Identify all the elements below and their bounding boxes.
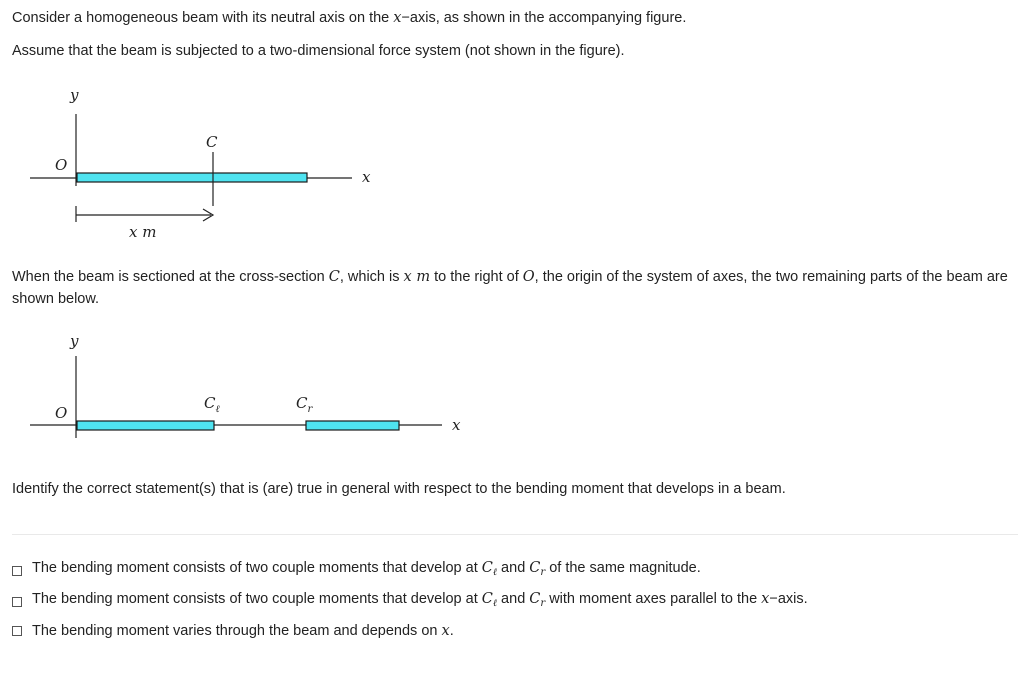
section-text: When the beam is sectioned at the cross-section: [12, 269, 329, 285]
section-paragraph: [12, 266, 1018, 310]
figure-sectioned-beam: [0, 326, 480, 446]
option-text: The bending moment varies through the beam and depends on: [32, 623, 442, 639]
math-cr: C: [529, 560, 541, 576]
math-x: x: [441, 623, 450, 639]
option-text: .: [449, 623, 454, 639]
label-x: x: [362, 168, 371, 186]
section-text: , which is: [339, 269, 404, 285]
option-text: The bending moment consists of two couple moments that develop at: [32, 591, 482, 607]
math-x: x: [761, 591, 770, 607]
checkbox[interactable]: [12, 597, 22, 607]
section-text: to the right of: [430, 269, 523, 285]
option-text: and: [497, 591, 530, 607]
section-text: , the origin of the system of axes, the two remaining parts of the beam are shown below.: [12, 269, 1008, 307]
math-sub: ℓ: [492, 598, 498, 609]
label-c: C: [206, 133, 218, 151]
option-label: [32, 621, 454, 641]
checkbox[interactable]: [12, 566, 22, 576]
figure-full-beam: [0, 80, 420, 250]
math-cl: C: [481, 560, 493, 576]
math-cl: C: [481, 591, 493, 607]
math-c: C: [328, 269, 340, 285]
label-c-left: $C_\ell$: [204, 394, 220, 415]
math-o: O: [522, 269, 535, 285]
intro-paragraph-2: Assume that the beam is subjected to a two-dimensional force system (not shown in the figure).: [12, 43, 625, 59]
beam-right-part: [306, 421, 399, 430]
label-c-right: $C_r$: [296, 394, 313, 415]
option-text: of the same magnitude.: [545, 560, 701, 576]
math-sub: r: [540, 567, 546, 578]
option-text: with moment axes parallel to the: [545, 591, 762, 607]
intro-text-end: −axis, as shown in the accompanying figure.: [401, 10, 687, 26]
math-sub: r: [540, 598, 546, 609]
option-label: [32, 558, 701, 583]
option-label: [32, 589, 808, 614]
option-text: and: [497, 560, 530, 576]
math-cr: C: [529, 591, 541, 607]
question-text: Identify the correct statement(s) that is (are) true in general with respect to the bending moment that develops in a beam.: [12, 481, 786, 497]
option-same-magnitude[interactable]: [12, 558, 701, 583]
label-origin: O: [55, 404, 68, 422]
math-xm: x m: [403, 269, 431, 285]
option-text: −axis.: [769, 591, 808, 607]
divider: [12, 534, 1018, 535]
option-axes-parallel[interactable]: [12, 589, 808, 614]
math-x: x: [393, 10, 402, 26]
label-xm: x m: [129, 223, 157, 241]
intro-text: Consider a homogeneous beam with its neutral axis on the: [12, 10, 394, 26]
label-origin: O: [55, 156, 68, 174]
beam: [77, 173, 307, 182]
math-sub: ℓ: [492, 567, 498, 578]
option-text: The bending moment consists of two couple moments that develop at: [32, 560, 482, 576]
checkbox[interactable]: [12, 626, 22, 636]
beam-left-part: [77, 421, 214, 430]
label-y: y: [70, 86, 79, 104]
option-varies-with-x[interactable]: [12, 621, 454, 641]
label-x: x: [452, 416, 461, 434]
intro-paragraph-1: [12, 7, 686, 29]
label-y: y: [70, 332, 79, 350]
